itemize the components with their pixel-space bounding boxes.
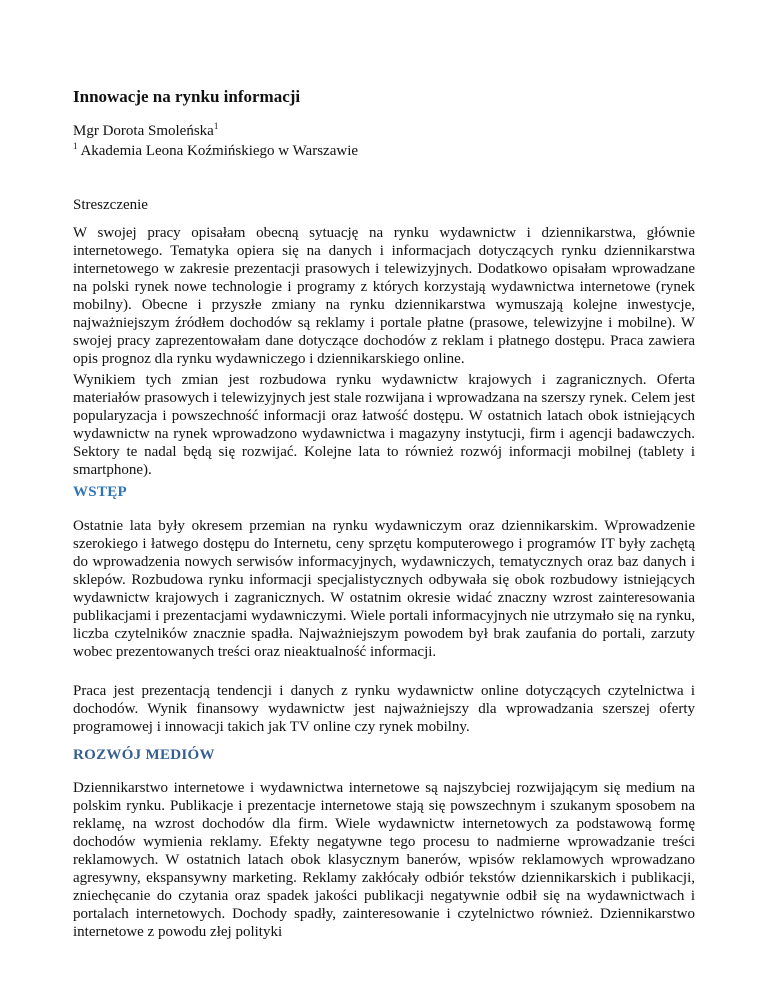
author-block [73, 121, 358, 161]
body-paragraph: Ostatnie lata były okresem przemian na rynku wydawniczym oraz dziennikarskim. Wprowadzenie szerokiego i łatwego dostępu do Internetu, ceny sprzętu komputerowego i programów IT były zachętą do wprowadzenia nowych serwisów informacyjnych, wydawniczych, tematycznych oraz baz danych i sklepów. Rozbudowa rynku informacji specjalistycznych odbywała się obok rozbudowy istniejących wydawnictw krajowych i zagranicznych. W ostatnim okresie widać znaczny wzrost zainteresowania publikacjami i prezentacjami wydawniczymi. Wiele portali informacyjnych nie utrzymało się na rynku, liczba czytelników znacznie spadła. Najważniejszym powodem był brak zaufania do portali, zarzuty wobec prezentowanych treści oraz nieaktualność informacji. [73, 518, 695, 660]
body-paragraph: Praca jest prezentacją tendencji i danych z rynku wydawnictw online dotyczących czytelnictwa i dochodów. Wynik finansowy wydawnictw jest najważniejszy dla wprowadzania szerszej oferty programowej i innowacji takich jak TV online czy rynek mobilny. [73, 683, 695, 735]
author-name: Mgr Dorota Smoleńska [73, 123, 214, 139]
abstract-paragraph: W swojej pracy opisałam obecną sytuację na rynku wydawnictw i dziennikarstwa, głównie internetowego. Tematyka opiera się na danych i informacjach dotyczących rynku dziennikarstwa internetowego w zakresie prezentacji prasowych i telewizyjnych. Dodatkowo opisałam wprowadzane na polski rynek nowe technologie i programy z których korzystają wydawnictwa internetowe (rynek mobilny). Obecne i przyszłe zmiany na rynku dziennikarstwa wymuszają kolejne inwestycje, najważniejszym źródłem dochodów są reklamy i portale płatne (prasowe, telewizyjne i mobilne). W swojej pracy zaprezentowałam dane dotyczące dochodów z reklam i płatnego dostępu. Praca zawiera opis prognoz dla rynku wydawniczego i dziennikarskiego online. [73, 225, 695, 367]
affiliation-line [73, 141, 358, 161]
paper-title: Innowacje na rynku informacji [73, 87, 301, 106]
affiliation-name: Akademia Leona Koźmińskiego w Warszawie [80, 143, 359, 159]
body-paragraph: Dziennikarstwo internetowe i wydawnictwa internetowe są najszybciej rozwijającym się medium na polskim rynku. Publikacje i prezentacje internetowe stają się powszechnym i szukanym sposobem na reklamę, na wzrost dochodów dla firm. Wiele wydawnictw internetowych za podstawową formę dochodów wymienia reklamy. Efekty negatywne tego procesu to nadmierne wprowadzanie treści reklamowych. W ostatnich latach obok klasycznym banerów, wpisów reklamowych wprowadzano agresywny, ekspansywny marketing. Reklamy zakłócały odbiór tekstów dziennikarskich i publikacji, zniechęcanie do czytania oraz spadek jakości publikacji negatywnie odbił się na wydawnictwach i portalach internetowych. Dochody spadły, zainteresowanie i czytelnictwo również. Dziennikarstwo internetowe z powodu złej polityki [73, 780, 695, 940]
abstract-paragraph: Wynikiem tych zmian jest rozbudowa rynku wydawnictw krajowych i zagranicznych. Oferta materiałów prasowych i telewizyjnych jest stale rozwijana i wprowadzana na szerszy rynek. Celem jest popularyzacja i powszechność informacji oraz łatwość dostępu. W ostatnich latach obok istniejących wydawnictw na rynek wprowadzono wydawnictwa i magazyny instytucji, firm i agencji badawczych. Sektory te nadal będą się rozwijać. Kolejne lata to również rozwój informacji mobilnej (tablety i smartphone). [73, 372, 695, 478]
abstract-label: Streszczenie [73, 197, 148, 213]
section-heading-rozwoj-mediow: ROZWÓJ MEDIÓW [73, 747, 215, 763]
affiliation-marker: 1 [73, 141, 78, 151]
author-line [73, 121, 358, 141]
section-heading-wstep: WSTĘP [73, 484, 128, 500]
author-affiliation-marker: 1 [213, 121, 219, 131]
